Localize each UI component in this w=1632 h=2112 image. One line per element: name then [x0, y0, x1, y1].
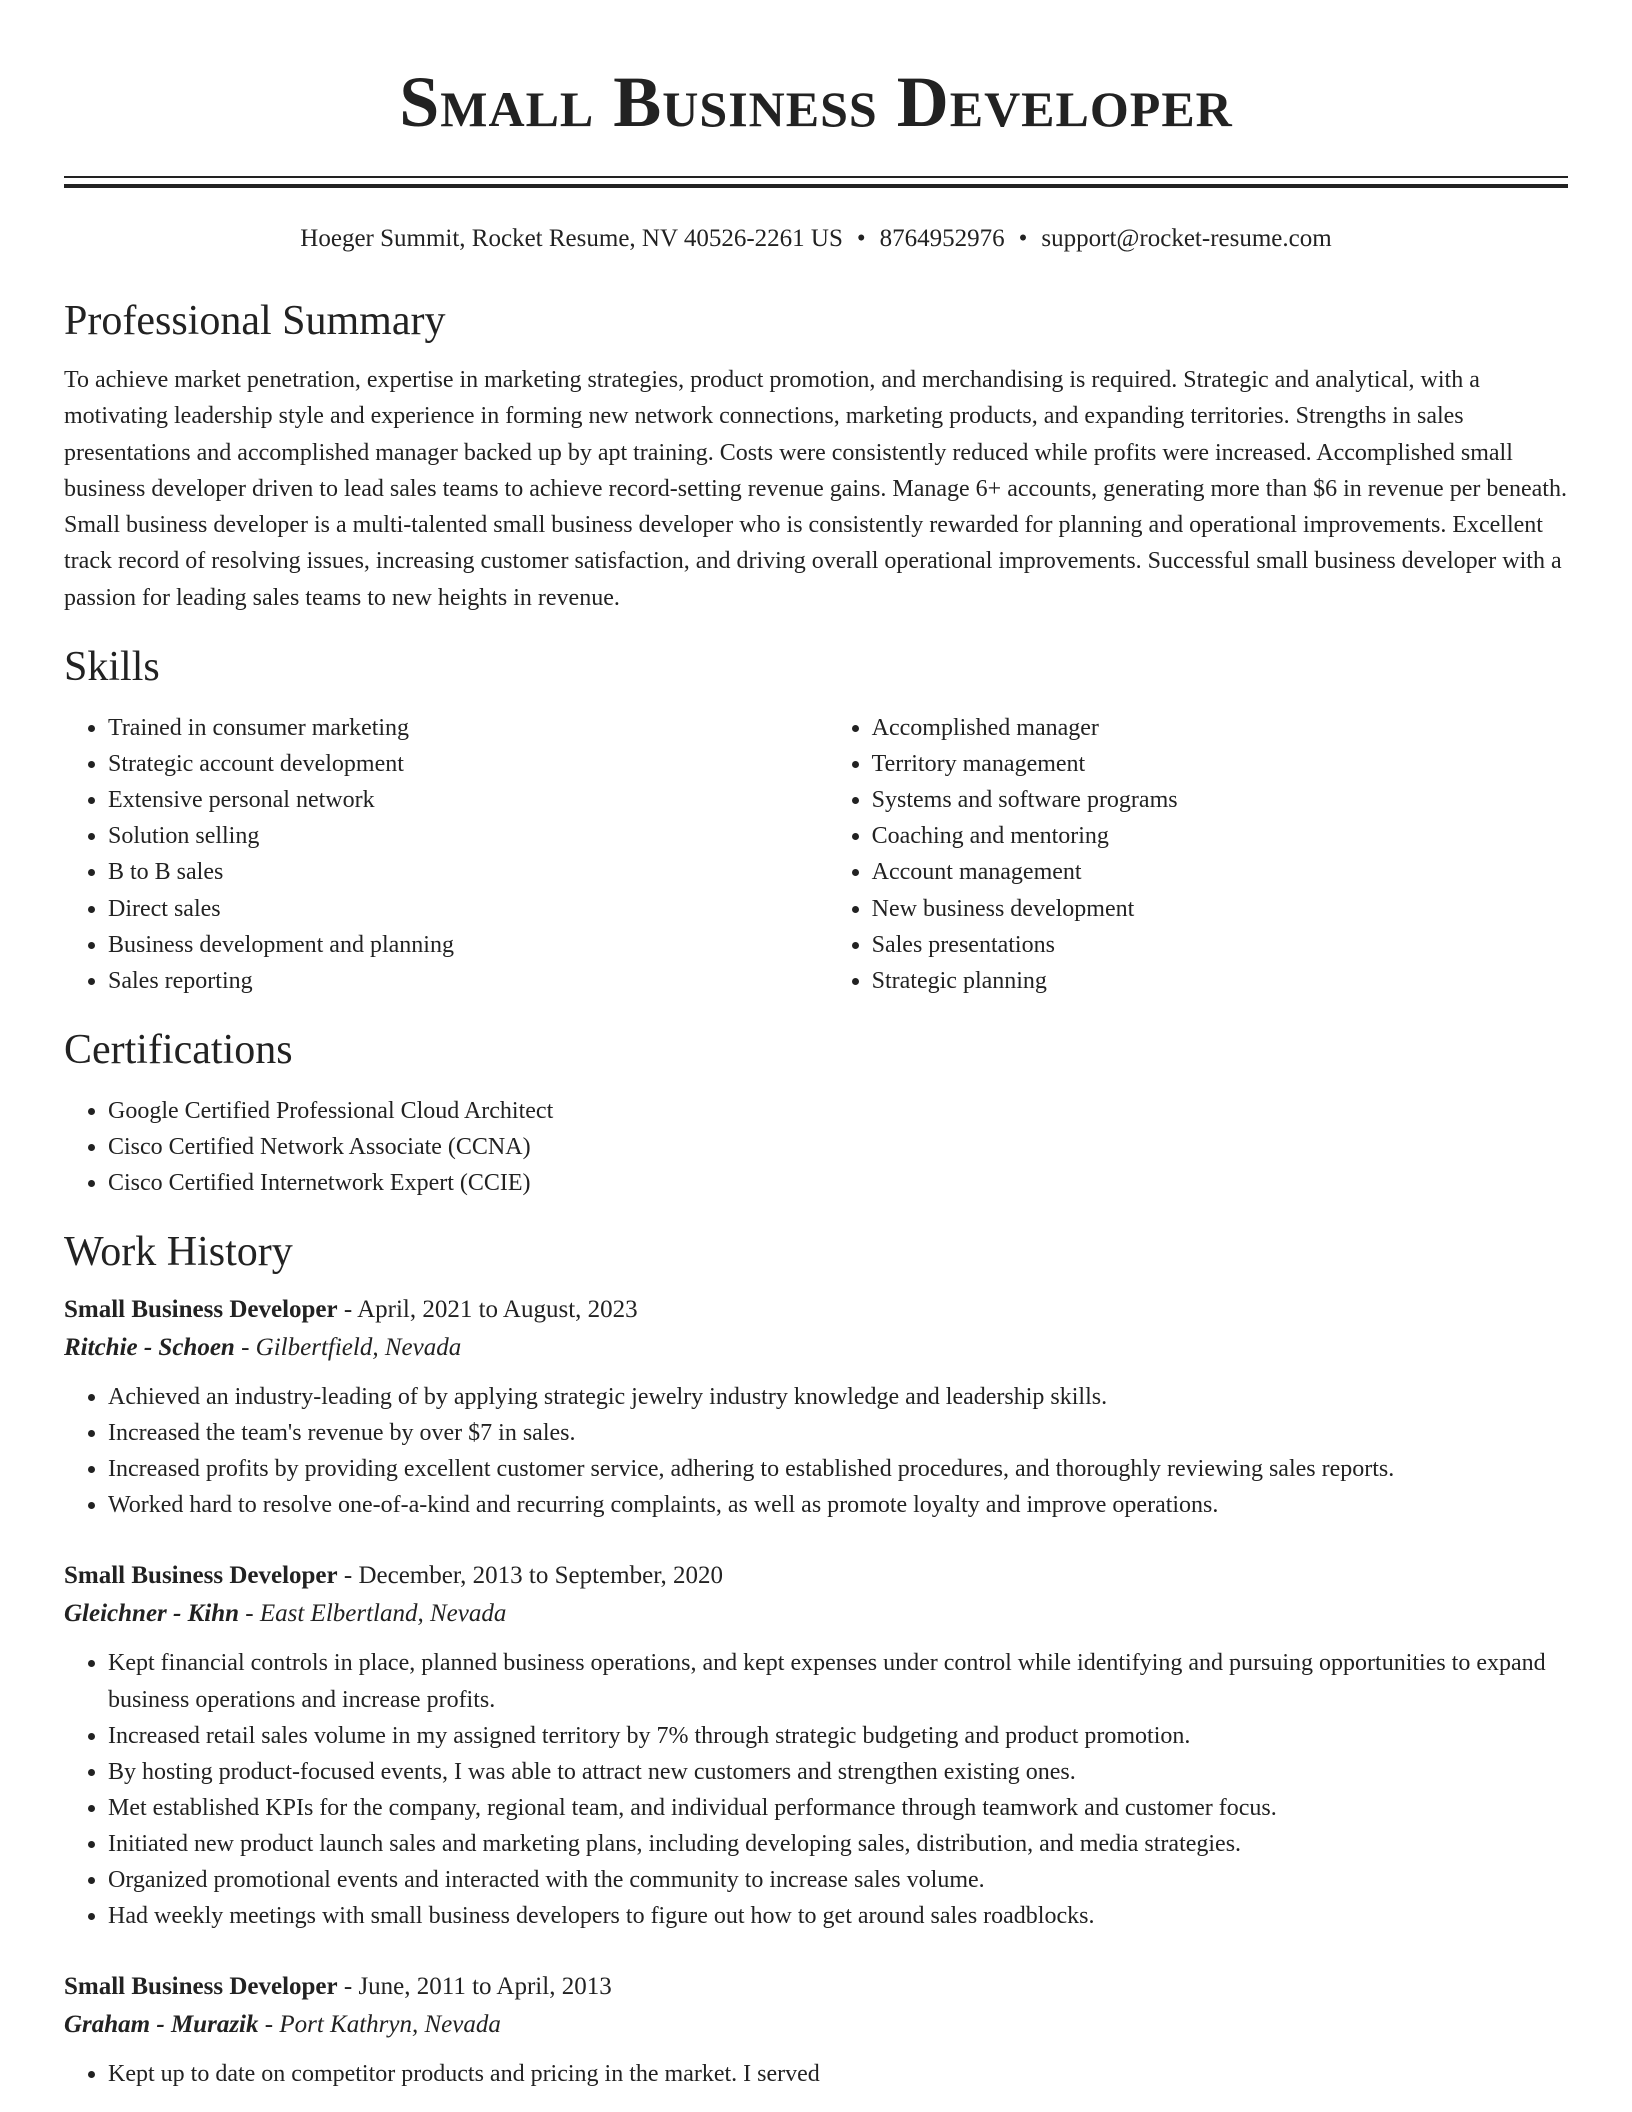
job-company-line: Ritchie - Schoen - Gilbertfield, Nevada: [64, 1334, 462, 1362]
skill-item: • Solution selling: [108, 818, 828, 854]
summary-text: To achieve market penetration, expertise in marketing strategies, product promotion, and merchandising is required. Strategic and analytical, with a motivating leadership style and experience in forming new network connections, marketing products, and expanding territories. Strengths in sales presentations and accomplished manager backed up by apt training. Costs were consistently reduced while profits were increased. Accomplished small business developer driven to lead sales teams to achieve record-setting revenue gains. Manage 6+ accounts, generating more than $6 in revenue per beneath. Small business developer is a multi-talented small business developer who is consistently rewarded for planning and operational improvements. Excellent track record of resolving issues, increasing customer satisfaction, and driving overall operational improvements. Successful small business developer with a passion for leading sales teams to new heights in revenue.: [64, 367, 1567, 611]
skill-item: • Account management: [872, 854, 1568, 890]
certification-item: • Cisco Certified Internetwork Expert (CCIE): [108, 1165, 1568, 1201]
job-bullets: [64, 1379, 1568, 1523]
job-bullet: • Initiated new product launch sales and marketing plans, including developing sales, distribution, and media strategies.: [108, 1826, 1568, 1862]
job-location: Port Kathryn, Nevada: [279, 2011, 501, 2039]
certification-item: • Google Certified Professional Cloud Architect: [108, 1093, 1568, 1129]
job-entry: [64, 1557, 1568, 1934]
job-location: East Elbertland, Nevada: [259, 1600, 507, 1628]
job-location: Gilbertfield, Nevada: [255, 1334, 462, 1362]
certifications-list: [64, 1093, 1568, 1201]
job-company: Ritchie - Schoen: [64, 1334, 235, 1362]
skills-heading: Skills: [64, 644, 160, 691]
contact-line: [64, 222, 1568, 256]
header-divider-thick: [64, 184, 1568, 188]
skill-item: • Direct sales: [108, 891, 828, 927]
job-bullet: • By hosting product-focused events, I was able to attract new customers and strengthen existing ones.: [108, 1754, 1568, 1790]
job-title: Small Business Developer: [64, 1973, 338, 2001]
job-bullet: • Met established KPIs for the company, regional team, and individual performance through teamwork and customer focus.: [108, 1790, 1568, 1826]
job-entry: [64, 1968, 1568, 2092]
job-bullet: • Kept up to date on competitor products and pricing in the market. I served: [108, 2056, 1568, 2092]
contact-address: Hoeger Summit, Rocket Resume, NV 40526-2261 US: [300, 225, 843, 252]
resume-title: Small Business Developer: [399, 62, 1233, 142]
job-bullet: • Increased retail sales volume in my assigned territory by 7% through strategic budgeting and product promotion.: [108, 1718, 1568, 1754]
job-dates: December, 2013 to September, 2020: [358, 1562, 724, 1590]
job-title-line: Small Business Developer - April, 2021 to August, 2023: [64, 1296, 638, 1324]
skills-column-right: [828, 710, 1568, 999]
job-bullet: • Achieved an industry-leading of by applying strategic jewelry industry knowledge and leadership skills.: [108, 1379, 1568, 1415]
contact-email: support@rocket-resume.com: [1041, 225, 1332, 252]
summary-heading: Professional Summary: [64, 298, 446, 344]
skill-item: • Strategic planning: [872, 963, 1568, 999]
skill-item: • Business development and planning: [108, 927, 828, 963]
job-title: Small Business Developer: [64, 1296, 338, 1324]
contact-phone: 8764952976: [879, 225, 1005, 252]
skill-item: • Accomplished manager: [872, 710, 1568, 746]
work-history-heading: Work History: [64, 1229, 293, 1276]
skills-grid: [64, 710, 1568, 999]
job-company: Graham - Murazik: [64, 2011, 259, 2039]
job-dates: June, 2011 to April, 2013: [358, 1973, 612, 2001]
skill-item: • New business development: [872, 891, 1568, 927]
skills-column-left: [64, 710, 828, 999]
job-bullet: • Worked hard to resolve one-of-a-kind and recurring complaints, as well as promote loyalty and improve operations.: [108, 1487, 1568, 1523]
skill-item: • Sales reporting: [108, 963, 828, 999]
contact-separator: •: [856, 225, 866, 252]
skill-item: • Systems and software programs: [872, 782, 1568, 818]
skill-item: • B to B sales: [108, 854, 828, 890]
skill-item: • Coaching and mentoring: [872, 818, 1568, 854]
certification-item: • Cisco Certified Network Associate (CCNA): [108, 1129, 1568, 1165]
job-company-line: Graham - Murazik - Port Kathryn, Nevada: [64, 2011, 501, 2039]
skill-item: • Trained in consumer marketing: [108, 710, 828, 746]
job-title: Small Business Developer: [64, 1562, 338, 1590]
resume-page: [64, 0, 1568, 2092]
job-title-line: Small Business Developer - December, 2013 to September, 2020: [64, 1562, 724, 1590]
job-bullets: [64, 1645, 1568, 1934]
job-bullet: • Organized promotional events and interacted with the community to increase sales volume.: [108, 1862, 1568, 1898]
job-bullets: [64, 2056, 1568, 2092]
job-bullet: • Kept financial controls in place, planned business operations, and kept expenses under control while identifying and pursuing opportunities to expand business operations and increase profits.: [108, 1645, 1568, 1717]
skill-item: • Territory management: [872, 746, 1568, 782]
contact-separator: •: [1018, 225, 1028, 252]
job-company-line: Gleichner - Kihn - East Elbertland, Nevada: [64, 1600, 507, 1628]
skill-item: • Strategic account development: [108, 746, 828, 782]
job-bullet: • Increased the team's revenue by over $7 in sales.: [108, 1415, 1568, 1451]
certifications-heading: Certifications: [64, 1026, 293, 1073]
skill-item: • Sales presentations: [872, 927, 1568, 963]
skill-item: • Extensive personal network: [108, 782, 828, 818]
job-bullet: • Increased profits by providing excellent customer service, adhering to established procedures, and thoroughly reviewing sales reports.: [108, 1451, 1568, 1487]
job-dates: April, 2021 to August, 2023: [357, 1296, 638, 1324]
job-company: Gleichner - Kihn: [64, 1600, 240, 1628]
header-divider-thin: [64, 176, 1568, 178]
job-entry: [64, 1291, 1568, 1523]
job-bullet: • Had weekly meetings with small business developers to figure out how to get around sales roadblocks.: [108, 1898, 1568, 1934]
job-title-line: Small Business Developer - June, 2011 to April, 2013: [64, 1973, 612, 2001]
